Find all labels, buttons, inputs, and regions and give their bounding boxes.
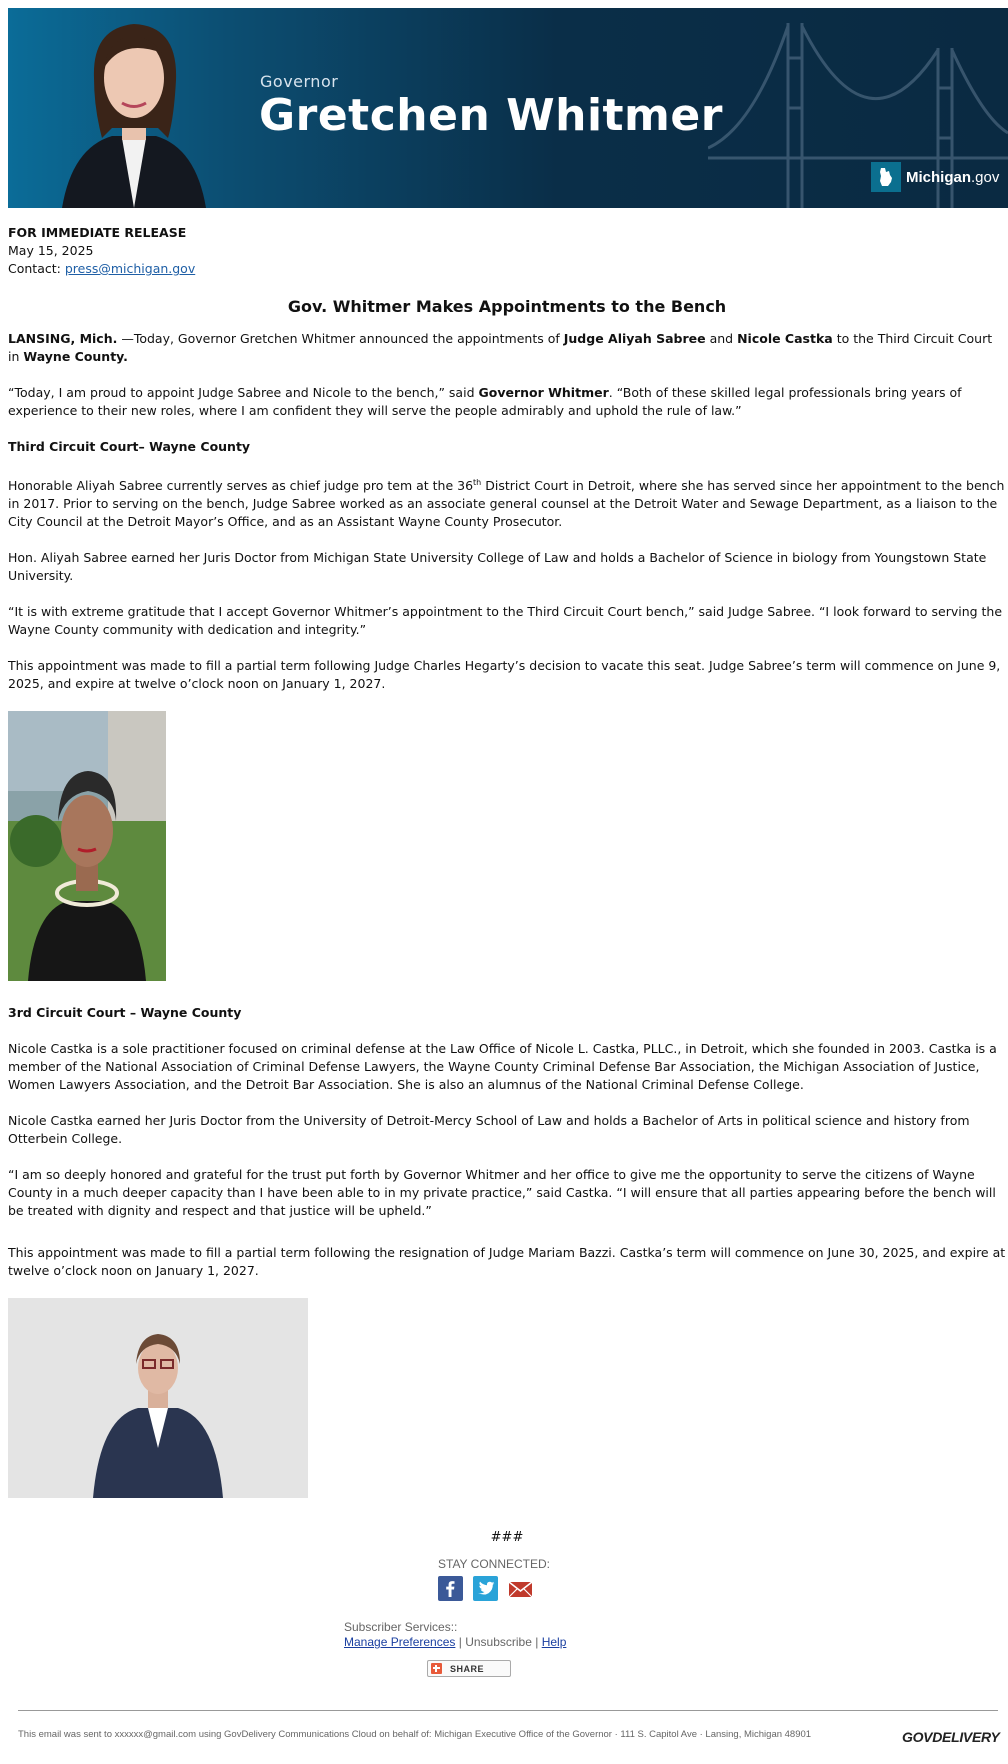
share-button[interactable] <box>427 1660 511 1677</box>
end-of-release-mark: ### <box>490 1530 524 1546</box>
release-contact <box>8 260 1006 278</box>
castka-photo <box>8 1298 308 1498</box>
judge-sabree-name: Judge Aliyah Sabree <box>563 331 706 346</box>
social-links <box>438 1576 533 1601</box>
dateline: LANSING, Mich. <box>8 331 118 346</box>
castka-quote: “I am so deeply honored and grateful for the trust put forth by Governor Whitmer and her office to give me the opportunity to serve the citizens of Wayne County in a much deeper capacity than I have been able to in my private practice,” said Castka. “I will ensure that all parties appearing before the bench will be treated with dignity and respect and that justice will be upheld.” <box>8 1167 996 1219</box>
sabree-term: This appointment was made to fill a partial term following Judge Charles Hegarty’s decision to vacate this seat. Judge Sabree’s term will commence on June 9, 2025, and expire at twelve o’clock noon on January 1, 2027. <box>8 658 1001 692</box>
banner-governor-name: Gretchen Whitmer <box>259 90 723 141</box>
release-meta <box>8 224 1006 278</box>
unsubscribe-link[interactable]: Unsubscribe <box>465 1635 532 1649</box>
michigan-state-icon <box>871 162 901 192</box>
sabree-bio: Honorable Aliyah Sabree currently serves as chief judge pro tem at the 36th District Court in Detroit, where she has served since her appointment to the bench in 2017. Prior to serving on the bench, Judge Sabree worked as an associate general counsel at the Detroit Water and Sewage Department, as a liaison to the City Council at the Detroit Mayor’s Office, and as an Assistant Wayne County Prosecutor. <box>8 478 1005 530</box>
share-label: SHARE <box>450 1663 485 1674</box>
intro-paragraph: LANSING, Mich. —Today, Governor Gretchen Whitmer announced the appointments of Judge Aliyah Sabree and Nicole Castka to the Third Circuit Court in Wayne County. <box>8 331 993 364</box>
footer-notice: This email was sent to xxxxxx@gmail.com using GovDelivery Communications Cloud on behalf of: Michigan Executive Office of the Governor · 111 S. Capitol Ave · Lansing, Michigan 48901 <box>18 1729 812 1740</box>
section1-heading: Third Circuit Court– Wayne County <box>8 439 251 454</box>
sabree-photo <box>8 711 166 981</box>
help-link[interactable]: Help <box>541 1635 567 1649</box>
facebook-icon[interactable] <box>438 1576 463 1601</box>
section2-heading: 3rd Circuit Court – Wayne County <box>8 1005 242 1021</box>
subscriber-services: Subscriber Services:: Manage Preferences | Unsubscribe | Help <box>344 1620 567 1649</box>
email-icon[interactable] <box>508 1576 533 1601</box>
sabree-quote: “It is with extreme gratitude that I accept Governor Whitmer’s appointment to the Third Circuit Court bench,” said Judge Sabree. “I look forward to serving the Wayne County community with dedication and integrity.” <box>8 604 1003 638</box>
banner-label: Governor <box>260 72 339 91</box>
subscriber-services-label: Subscriber Services:: <box>344 1620 458 1634</box>
michigan-logo-text: Michigan <box>906 168 972 186</box>
castka-photo-wrap <box>8 1298 1006 1503</box>
stay-connected-label: STAY CONNECTED: <box>438 1557 551 1571</box>
sabree-education: Hon. Aliyah Sabree earned her Juris Doctor from Michigan State University College of Law and holds a Bachelor of Science in biology from Youngstown State University. <box>8 550 987 584</box>
share-icon <box>431 1663 442 1674</box>
footer-divider <box>18 1710 998 1711</box>
michigan-gov-logo[interactable] <box>871 162 999 192</box>
sabree-photo-wrap <box>8 711 1006 986</box>
release-date: May 15, 2025 <box>8 243 94 258</box>
press-release-body <box>8 224 1006 1547</box>
release-title: Gov. Whitmer Makes Appointments to the Bench <box>287 297 727 316</box>
castka-bio: Nicole Castka is a sole practitioner focused on criminal defense at the Law Office of Nicole L. Castka, PLLC., in Detroit, which she founded in 2003. Castka is a member of the National Association of Criminal Defense Lawyers, the Wayne County Criminal Defense Bar Association, the Michigan Association of Justice, Women Lawyers Association, and the Detroit Bar Association. She is also an alumnus of the National Criminal Defense College. <box>8 1041 997 1093</box>
twitter-icon[interactable] <box>473 1576 498 1601</box>
governor-portrait <box>42 8 226 208</box>
quote-speaker: Governor Whitmer <box>478 385 609 400</box>
governor-quote-paragraph: “Today, I am proud to appoint Judge Sabree and Nicole to the bench,” said Governor Whitmer. “Both of these skilled legal professionals bring years of experience to their new roles, where I am confident they will serve the people admirably and uphold the rule of law.” <box>8 385 962 418</box>
county-name: Wayne County. <box>23 349 128 364</box>
govdelivery-logo[interactable]: GOVDELIVERY <box>902 1729 1000 1745</box>
judge-castka-name: Nicole Castka <box>737 331 833 346</box>
contact-label: Contact: <box>8 261 65 276</box>
release-status: FOR IMMEDIATE RELEASE <box>8 225 187 240</box>
michigan-logo-suffix: .gov <box>971 168 1000 186</box>
castka-term: This appointment was made to fill a partial term following the resignation of Judge Mariam Bazzi. Castka’s term will commence on June 30, 2025, and expire at twelve o’clock noon on January 1, 2027. <box>8 1245 1006 1279</box>
contact-email-link[interactable]: press@michigan.gov <box>64 261 196 276</box>
header-banner <box>8 8 1008 208</box>
manage-preferences-link[interactable]: Manage Preferences <box>344 1635 456 1649</box>
castka-education: Nicole Castka earned her Juris Doctor from the University of Detroit-Mercy School of Law and holds a Bachelor of Arts in political science and history from Otterbein College. <box>8 1113 970 1147</box>
